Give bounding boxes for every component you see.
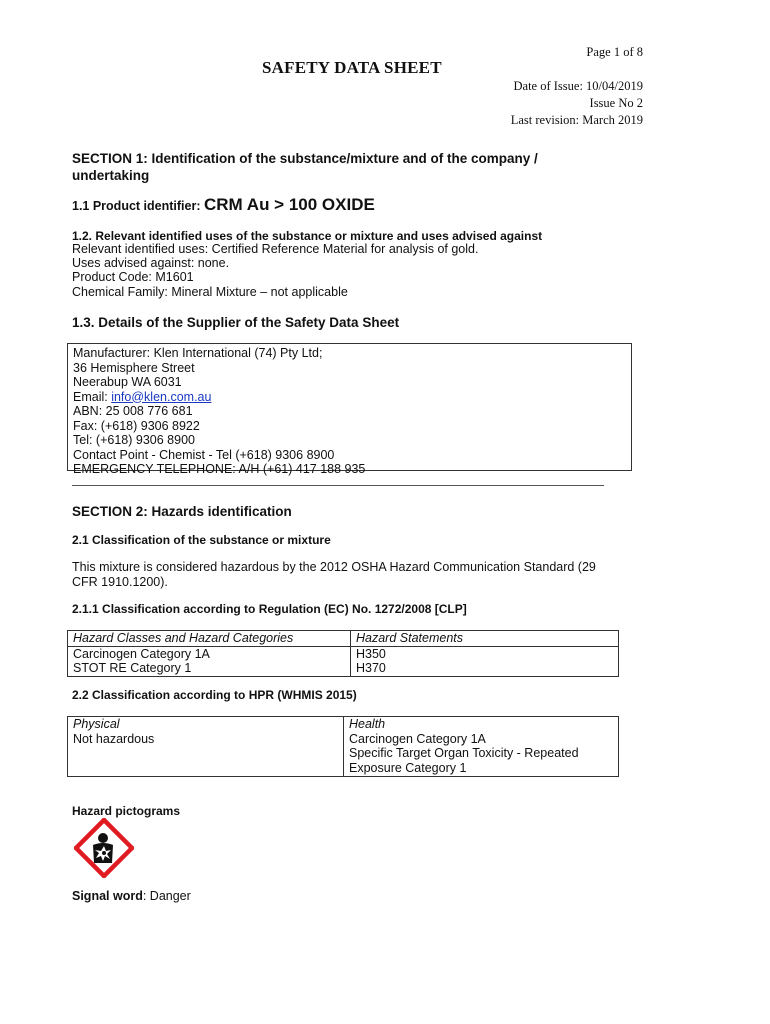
date-of-issue: Date of Issue: 10/04/2019	[513, 79, 643, 93]
uses-block	[72, 242, 478, 299]
signal-word	[72, 889, 191, 903]
product-identifier-label: 1.1 Product identifier:	[72, 199, 201, 213]
pictograms-heading: Hazard pictograms	[72, 804, 181, 818]
hpr-table	[67, 716, 619, 777]
supplier-box	[67, 343, 632, 476]
osha-statement	[72, 560, 596, 589]
clp-table	[67, 630, 619, 677]
product-identifier-value: CRM Au > 100 OXIDE	[203, 195, 375, 214]
table-header-cell: Health	[344, 717, 619, 732]
table-header-cell: Hazard Classes and Hazard Categories	[68, 631, 351, 647]
section2-heading: SECTION 2: Hazards identification	[72, 504, 292, 519]
supplier-emergency: EMERGENCY TELEPHONE: A/H (+61) 417 188 935	[73, 462, 366, 476]
supplier-manufacturer: Manufacturer: Klen International (74) Pty Ltd;	[73, 346, 323, 360]
product-identifier	[72, 195, 375, 215]
osha-line: CFR 1910.1200).	[72, 574, 168, 589]
uses-heading: 1.2. Relevant identified uses of the substance or mixture and uses advised against	[72, 229, 543, 243]
supplier-fax: Fax: (+618) 9306 8922	[73, 418, 200, 433]
section-divider	[72, 485, 604, 486]
table-header-row	[68, 717, 619, 732]
table-row	[68, 646, 619, 661]
table-cell: Not hazardous	[68, 732, 344, 777]
health-line: Carcinogen Category 1A	[349, 731, 486, 746]
uses-line: Product Code: M1601	[72, 270, 194, 285]
health-hazard-icon	[74, 818, 134, 878]
document-title: SAFETY DATA SHEET	[262, 58, 442, 77]
table-cell	[344, 732, 619, 777]
health-line: Exposure Category 1	[349, 760, 467, 775]
table-cell: STOT RE Category 1	[68, 661, 351, 676]
table-row	[68, 732, 619, 777]
supplier-city: Neerabup WA 6031	[73, 375, 182, 389]
supplier-heading: 1.3. Details of the Supplier of the Safety Data Sheet	[72, 315, 400, 330]
classification-heading: 2.1 Classification of the substance or mixture	[72, 533, 331, 547]
signal-word-label: Signal word	[72, 889, 143, 903]
table-cell: H370	[351, 661, 619, 676]
page-number: Page 1 of 8	[586, 45, 643, 59]
section1-heading-line1: SECTION 1: Identification of the substance/mixture and of the company /	[72, 151, 538, 166]
uses-line: Chemical Family: Mineral Mixture – not applicable	[72, 284, 348, 299]
supplier-abn: ABN: 25 008 776 681	[73, 404, 193, 418]
uses-line: Relevant identified uses: Certified Reference Material for analysis of gold.	[72, 242, 479, 256]
supplier-email-row	[73, 390, 626, 405]
health-line: Specific Target Organ Toxicity - Repeated	[349, 746, 579, 761]
supplier-street: 36 Hemisphere Street	[73, 360, 195, 375]
clp-heading: 2.1.1 Classification according to Regulation (EC) No. 1272/2008 [CLP]	[72, 602, 467, 616]
signal-word-value: : Danger	[142, 889, 191, 903]
supplier-tel: Tel: (+618) 9306 8900	[73, 433, 195, 447]
table-row	[68, 661, 619, 676]
table-cell: H350	[351, 646, 619, 661]
last-revision: Last revision: March 2019	[510, 113, 643, 127]
osha-line: This mixture is considered hazardous by the 2012 OSHA Hazard Communication Standard (29	[72, 560, 596, 574]
table-cell: Carcinogen Category 1A	[68, 646, 351, 661]
section1-heading	[72, 150, 538, 184]
table-header-cell: Hazard Statements	[351, 631, 619, 647]
supplier-email-link[interactable]: info@klen.com.au	[111, 389, 212, 404]
uses-line: Uses advised against: none.	[72, 256, 230, 271]
issue-number: Issue No 2	[589, 96, 643, 110]
supplier-email-label: Email:	[73, 389, 112, 404]
supplier-contact: Contact Point - Chemist - Tel (+618) 9306 8900	[73, 447, 335, 462]
section1-heading-line2: undertaking	[72, 168, 150, 183]
hpr-heading: 2.2 Classification according to HPR (WHMIS 2015)	[72, 688, 357, 702]
table-header-row	[68, 631, 619, 647]
issue-info	[511, 78, 643, 129]
table-header-cell: Physical	[68, 717, 344, 732]
